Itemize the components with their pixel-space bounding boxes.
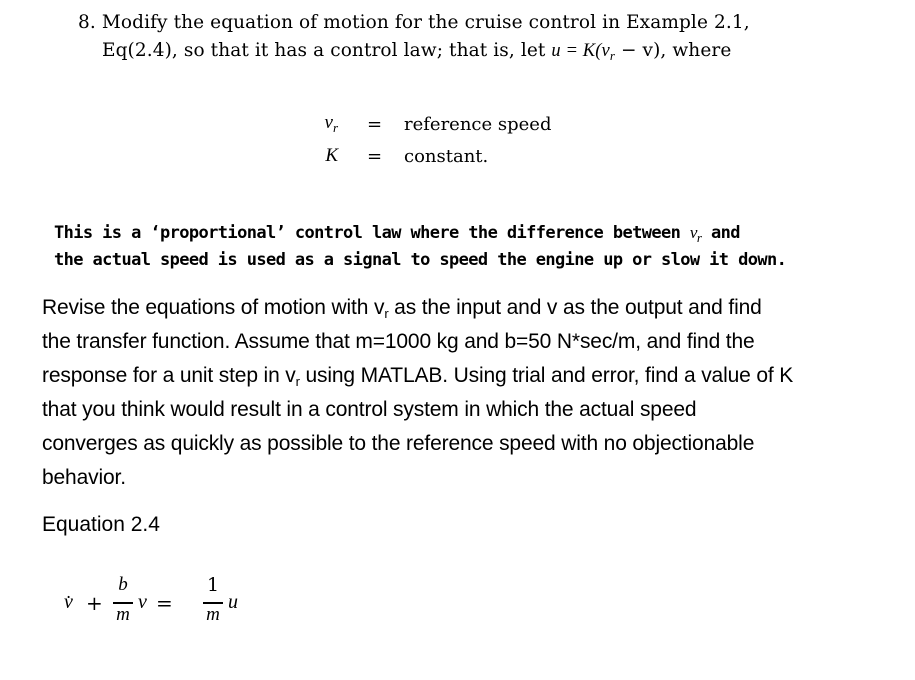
fraction-2-numerator: 1 — [206, 574, 220, 596]
revise-paragraph-line-2: the transfer function. Assume that m=1000 kg and b=50 N*sec/m, and find the — [42, 330, 755, 353]
revise-paragraph-line-6: behavior. — [42, 466, 126, 489]
revise-paragraph-line-3: response for a unit step in vr using MATLAB. Using trial and error, find a value of K — [42, 364, 794, 389]
revise-paragraph-line-1: Revise the equations of motion with vr as the input and v as the output and find — [42, 296, 762, 321]
equation-label: Equation 2.4 — [42, 513, 160, 536]
definition-meaning-constant: constant. — [404, 146, 489, 167]
fraction-2-denominator: m — [206, 604, 220, 625]
control-law-end: − v), where — [614, 40, 732, 61]
fraction-1-numerator: b — [118, 574, 128, 595]
proportional-paragraph-line-2: the actual speed is used as a signal to speed the engine up or slow it down. — [54, 250, 787, 270]
fraction-1-denominator: m — [116, 604, 130, 625]
equals-sign: = — [156, 591, 173, 615]
problem-statement-line-2 — [102, 40, 731, 62]
proportional-paragraph-line-1: This is a ‘proportional’ control law where the difference between $v_r$ and — [54, 223, 740, 245]
vr-symbol: $v_r$ — [689, 223, 702, 245]
definition-equals-1: = — [367, 114, 383, 135]
equation-2-4 — [58, 574, 278, 644]
v-dot-symbol: v̇ — [64, 591, 73, 613]
problem-number: 8. — [78, 12, 96, 33]
definition-equals-2: = — [367, 146, 383, 167]
revise-paragraph-line-4: that you think would result in a control system in which the actual speed — [42, 398, 697, 421]
definition-symbol-k: K — [325, 145, 338, 166]
problem-line-1-text: Modify the equation of motion for the cruise control in Example 2.1, — [101, 12, 750, 33]
u-symbol: u — [228, 591, 238, 613]
control-law-expression: $u = K(v_r$ — [551, 41, 615, 63]
definition-symbol-vr: $v_r$ — [324, 112, 338, 135]
definition-meaning-reference-speed: reference speed — [404, 114, 552, 135]
problem-line-2-text: Eq(2.4), so that it has a control law; that is, let — [102, 40, 552, 61]
revise-paragraph-line-5: converges as quickly as possible to the reference speed with no objectionable — [42, 432, 755, 455]
plus-sign: + — [86, 591, 103, 615]
v-symbol: v — [138, 591, 147, 613]
problem-statement-line-1 — [78, 12, 750, 33]
